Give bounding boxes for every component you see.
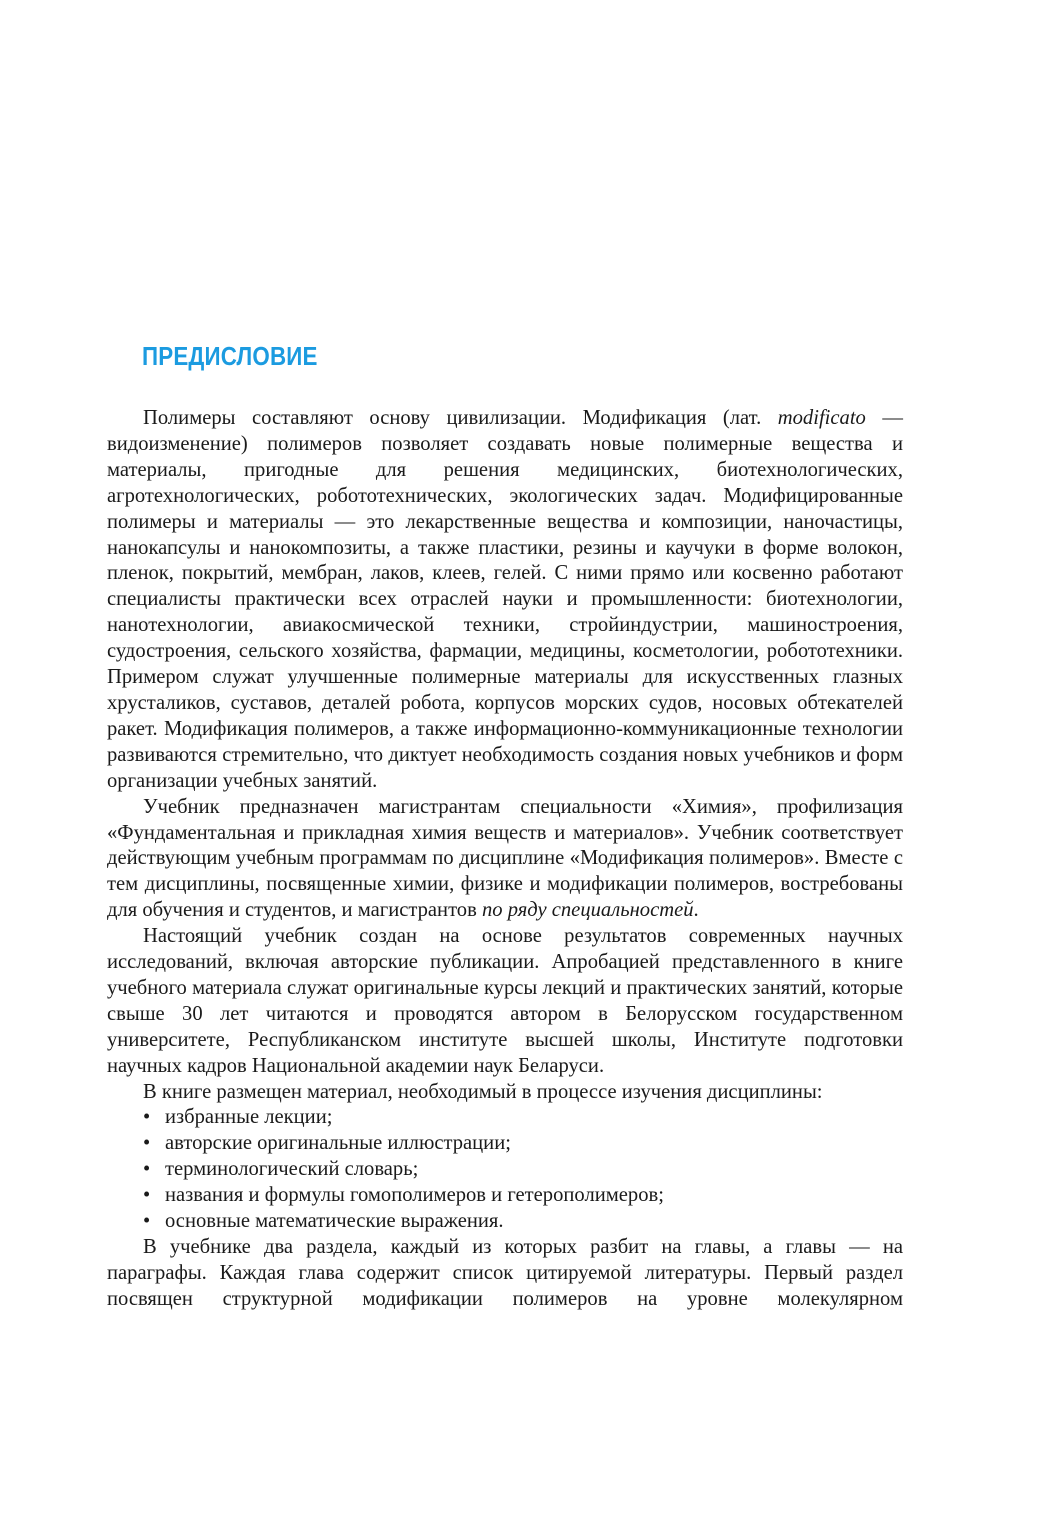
list-item: • избранные лекции; xyxy=(107,1105,903,1131)
body-text xyxy=(107,406,903,1313)
paragraph-1: Полимеры составляют основу цивилизации. Модификация (лат. modificato — видоизменение) полимеров позволяет создавать новые полимерные вещества и материалы, пригодные для решения медицинских, биотехнологических, агротехнологических, робототехнических, экологических задач. Модифицированные полимеры и материалы — это лекарственные вещества и композиции, наночастицы, нанокапсулы и нанокомпозиты, а также пластики, резины и каучуки в форме волокон, пленок, покрытий, мембран, лаков, клеев, гелей. С ними прямо или косвенно работают специалисты практически всех отраслей науки и промышленности: биотехнологии, нанотехнологии, авиакосмической техники, стройиндустрии, машиностроения, судостроения, сельского хозяйства, фармации, медицины, косметологии, робототехники. Примером служат улучшенные полимерные материалы для искусственных глазных хрусталиков, суставов, деталей робота, корпусов морских судов, носовых обтекателей ракет. Модификация полимеров, а также информационно-коммуникационные технологии развиваются стремительно, что диктует необходимость создания новых учебников и форм организации учебных занятий. xyxy=(107,407,903,792)
bullet-icon: • xyxy=(143,1184,151,1207)
bullet-icon: • xyxy=(143,1210,151,1233)
paragraph-5: В учебнике два раздела, каждый из которых разбит на главы, а главы — на параграфы. Каждая глава содержит список цитируемой литературы. Первый раздел посвящен структурной модификации полимеров на уровне молекулярном xyxy=(107,1236,903,1310)
list-item: • терминологический словарь; xyxy=(107,1157,903,1183)
paragraph-2: Учебник предназначен магистрантам специальности «Химия», профилизация «Фундаментальная и прикладная химия веществ и материалов». Учебник соответствует действующим учебным программам по дисциплине «Модификация полимеров». Вместе с тем дисциплины, посвященные химии, физике и модификации полимеров, востребованы для обучения и студентов, и магистрантов по ряду специальностей. xyxy=(107,795,903,922)
list-item: • названия и формулы гомополимеров и гетерополимеров; xyxy=(107,1183,903,1209)
paragraph-4: В книге размещен материал, необходимый в процессе изучения дисциплины: xyxy=(143,1080,823,1103)
bullet-icon: • xyxy=(143,1132,151,1155)
latin-term: modificato xyxy=(777,407,866,429)
list-item: • авторские оригинальные иллюстрации; xyxy=(107,1131,903,1157)
emphasis-text: по ряду специальностей xyxy=(481,899,694,922)
bullet-icon: • xyxy=(143,1106,151,1129)
bullet-icon: • xyxy=(143,1158,151,1181)
materials-list xyxy=(107,1105,903,1235)
paragraph-3: Настоящий учебник создан на основе результатов современных научных исследований, включая авторские публикации. Апробацией представленного в книге учебного материала служат оригинальные курсы лекций и практических занятий, которые свыше 30 лет читаются и проводятся автором в Белорусском государственном университете, Республиканском институте высшей школы, Институте подготовки научных кадров Национальной академии наук Беларуси. xyxy=(107,925,903,1077)
page-title: ПРЕДИСЛОВИЕ xyxy=(142,341,318,371)
list-item: • основные математические выражения. xyxy=(107,1209,903,1235)
